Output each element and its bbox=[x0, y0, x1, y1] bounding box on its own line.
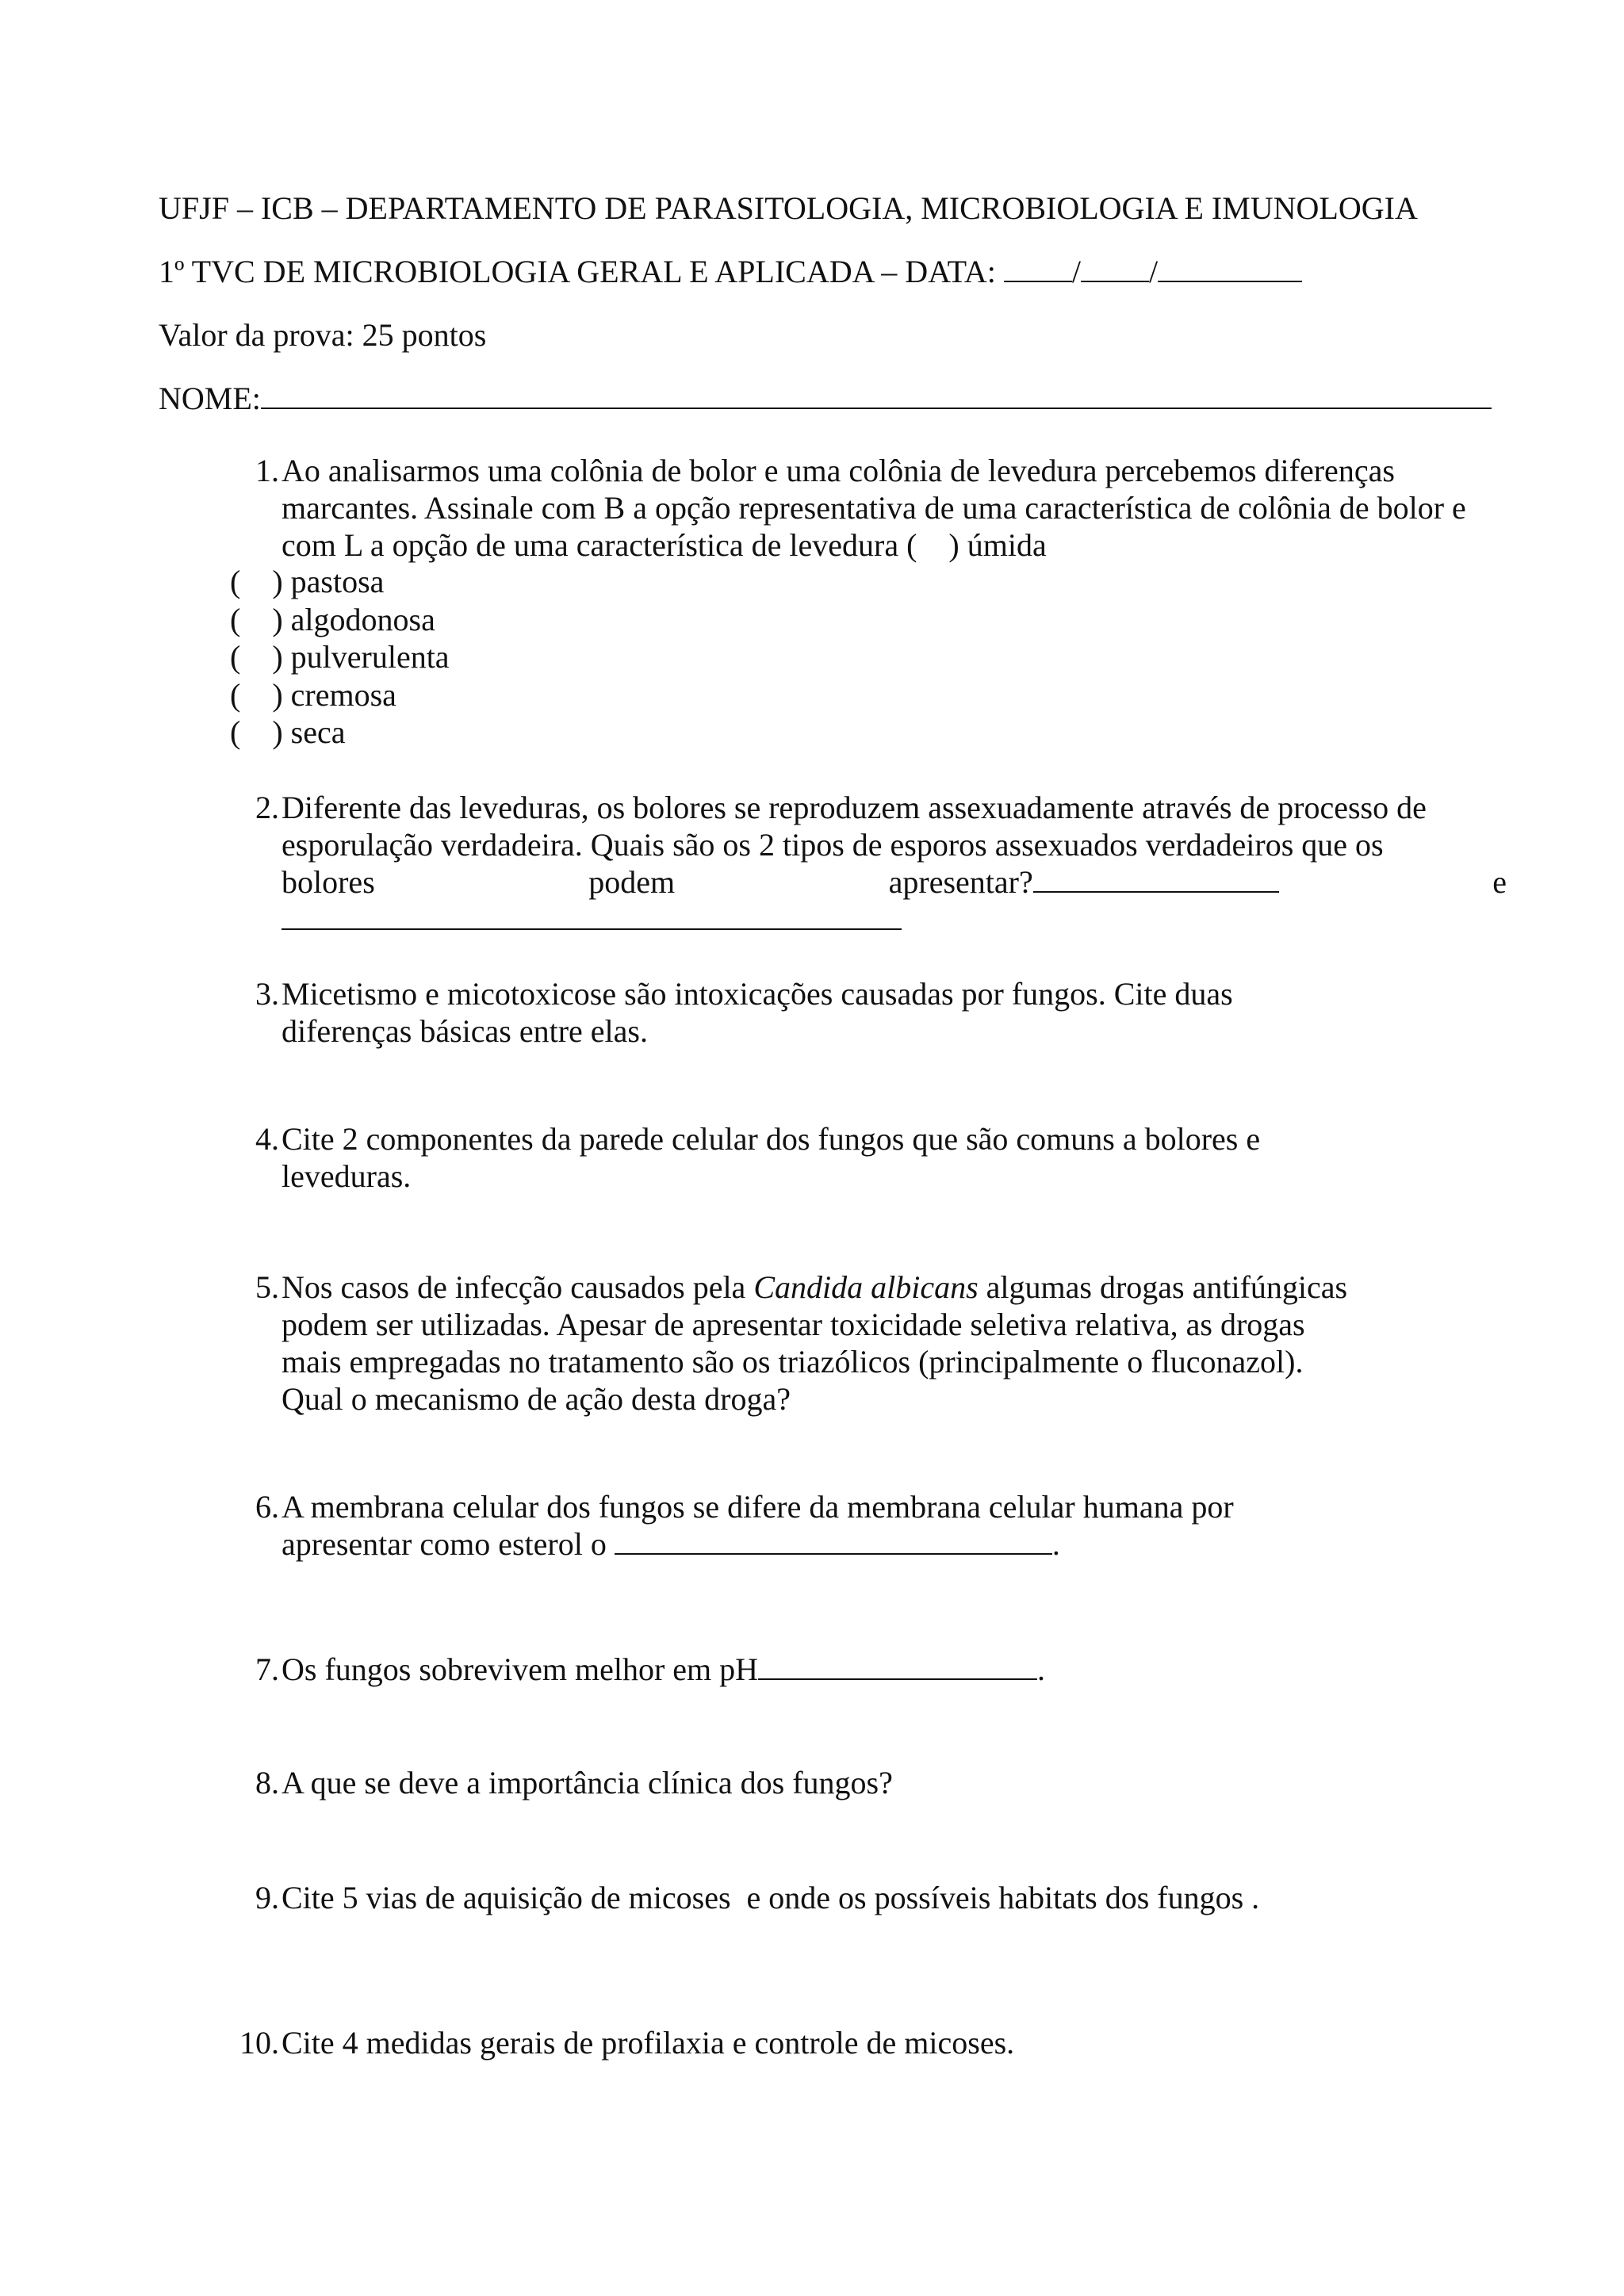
question-line: diferenças básicas entre elas. bbox=[282, 1013, 648, 1049]
q1-options bbox=[230, 563, 450, 752]
question-number: 3. bbox=[255, 976, 279, 1012]
question-number: 10. bbox=[239, 2025, 279, 2061]
option-pastosa: ( ) pastosa bbox=[230, 564, 385, 599]
answer-blank bbox=[615, 1526, 1052, 1555]
question-number: 5. bbox=[255, 1269, 279, 1305]
question-text bbox=[282, 1651, 1384, 1688]
question-text: Cite 4 medidas gerais de profilaxia e controle de micoses. bbox=[282, 2025, 1015, 2061]
word: e bbox=[1492, 864, 1507, 900]
question-text: A que se deve a importância clínica dos fungos? bbox=[282, 1765, 893, 1800]
text-run: Nos casos de infecção causados pela bbox=[282, 1269, 754, 1305]
question-number: 2. bbox=[255, 790, 279, 825]
question-text bbox=[282, 1488, 1384, 1563]
question-line: mais empregadas no tratamento são os triazólicos (principalmente o fluconazol). bbox=[282, 1344, 1304, 1380]
text-run: apresentar como esterol o bbox=[282, 1526, 615, 1562]
name-label: NOME: bbox=[159, 381, 261, 416]
date-month-blank bbox=[1081, 254, 1149, 282]
question-line: esporulação verdadeira. Quais são os 2 tipos de esporos assexuados verdadeiros que os bbox=[282, 827, 1384, 863]
text-run: . bbox=[1051, 1526, 1060, 1562]
question-text bbox=[282, 789, 1507, 938]
word: bolores bbox=[282, 864, 375, 900]
question-text: Cite 5 vias de aquisição de micoses e onde os possíveis habitats dos fungos . bbox=[282, 1880, 1260, 1915]
exam-title: 1º TVC DE MICROBIOLOGIA GERAL E APLICADA – DATA: bbox=[159, 254, 1004, 289]
exam-value: Valor da prova: 25 pontos bbox=[159, 317, 487, 353]
name-blank bbox=[261, 381, 1492, 409]
question-number: 7. bbox=[255, 1651, 279, 1687]
question-line: Ao analisarmos uma colônia de bolor e uma colônia de levedura percebemos diferenças bbox=[282, 453, 1395, 488]
question-text bbox=[282, 1120, 1384, 1195]
question-text bbox=[282, 1269, 1384, 1418]
answer-blank bbox=[1033, 864, 1279, 893]
text-run: algumas drogas antifúngicas bbox=[978, 1269, 1348, 1305]
question-line: podem ser utilizadas. Apesar de apresentar toxicidade seletiva relativa, as drogas bbox=[282, 1307, 1305, 1342]
question-line: A membrana celular dos fungos se difere da membrana celular humana por bbox=[282, 1489, 1234, 1525]
question-line: Qual o mecanismo de ação desta droga? bbox=[282, 1381, 791, 1417]
question-line: com L a opção de uma característica de levedura ( ) úmida bbox=[282, 527, 1047, 563]
answer-blank bbox=[758, 1651, 1037, 1680]
option-algodonosa: ( ) algodonosa bbox=[230, 601, 435, 637]
question-line bbox=[282, 863, 1507, 901]
question-number: 6. bbox=[255, 1489, 279, 1525]
exam-title-line bbox=[159, 254, 1302, 290]
word: podem bbox=[588, 864, 676, 900]
question-line: leveduras. bbox=[282, 1158, 412, 1194]
question-line: marcantes. Assinale com B a opção representativa de uma característica de colônia de bolor e bbox=[282, 490, 1466, 526]
name-line bbox=[159, 381, 1492, 417]
option-pulverulenta: ( ) pulverulenta bbox=[230, 639, 450, 675]
date-separator: / bbox=[1071, 254, 1082, 289]
date-year-blank bbox=[1158, 254, 1302, 282]
date-separator: / bbox=[1149, 254, 1159, 289]
question-number: 9. bbox=[255, 1880, 279, 1915]
question-number: 8. bbox=[255, 1765, 279, 1800]
species-name: Candida albicans bbox=[753, 1269, 979, 1305]
option-seca: ( ) seca bbox=[230, 714, 346, 750]
question-line: Diferente das leveduras, os bolores se reproduzem assexuadamente através de processo de bbox=[282, 790, 1427, 825]
option-cremosa: ( ) cremosa bbox=[230, 676, 396, 713]
question-text bbox=[282, 452, 1507, 564]
question-text bbox=[282, 975, 1384, 1050]
question-line bbox=[282, 1269, 1384, 1306]
text-run: . bbox=[1037, 1651, 1046, 1687]
institution-header: UFJF – ICB – DEPARTAMENTO DE PARASITOLOGIA, MICROBIOLOGIA E IMUNOLOGIA bbox=[159, 190, 1418, 226]
question-number: 4. bbox=[255, 1121, 279, 1157]
question-number: 1. bbox=[255, 453, 279, 488]
text-run: Os fungos sobrevivem melhor em pH bbox=[282, 1651, 759, 1687]
answer-blank bbox=[282, 901, 902, 930]
answer-line bbox=[282, 901, 1507, 938]
word-with-blank bbox=[889, 863, 1279, 901]
question-line: Cite 2 componentes da parede celular dos fungos que são comuns a bolores e bbox=[282, 1121, 1261, 1157]
question-line: Micetismo e micotoxicose são intoxicações causadas por fungos. Cite duas bbox=[282, 976, 1233, 1012]
word: apresentar? bbox=[888, 864, 1033, 900]
question-line bbox=[282, 1525, 1384, 1563]
date-day-blank bbox=[1004, 254, 1072, 282]
